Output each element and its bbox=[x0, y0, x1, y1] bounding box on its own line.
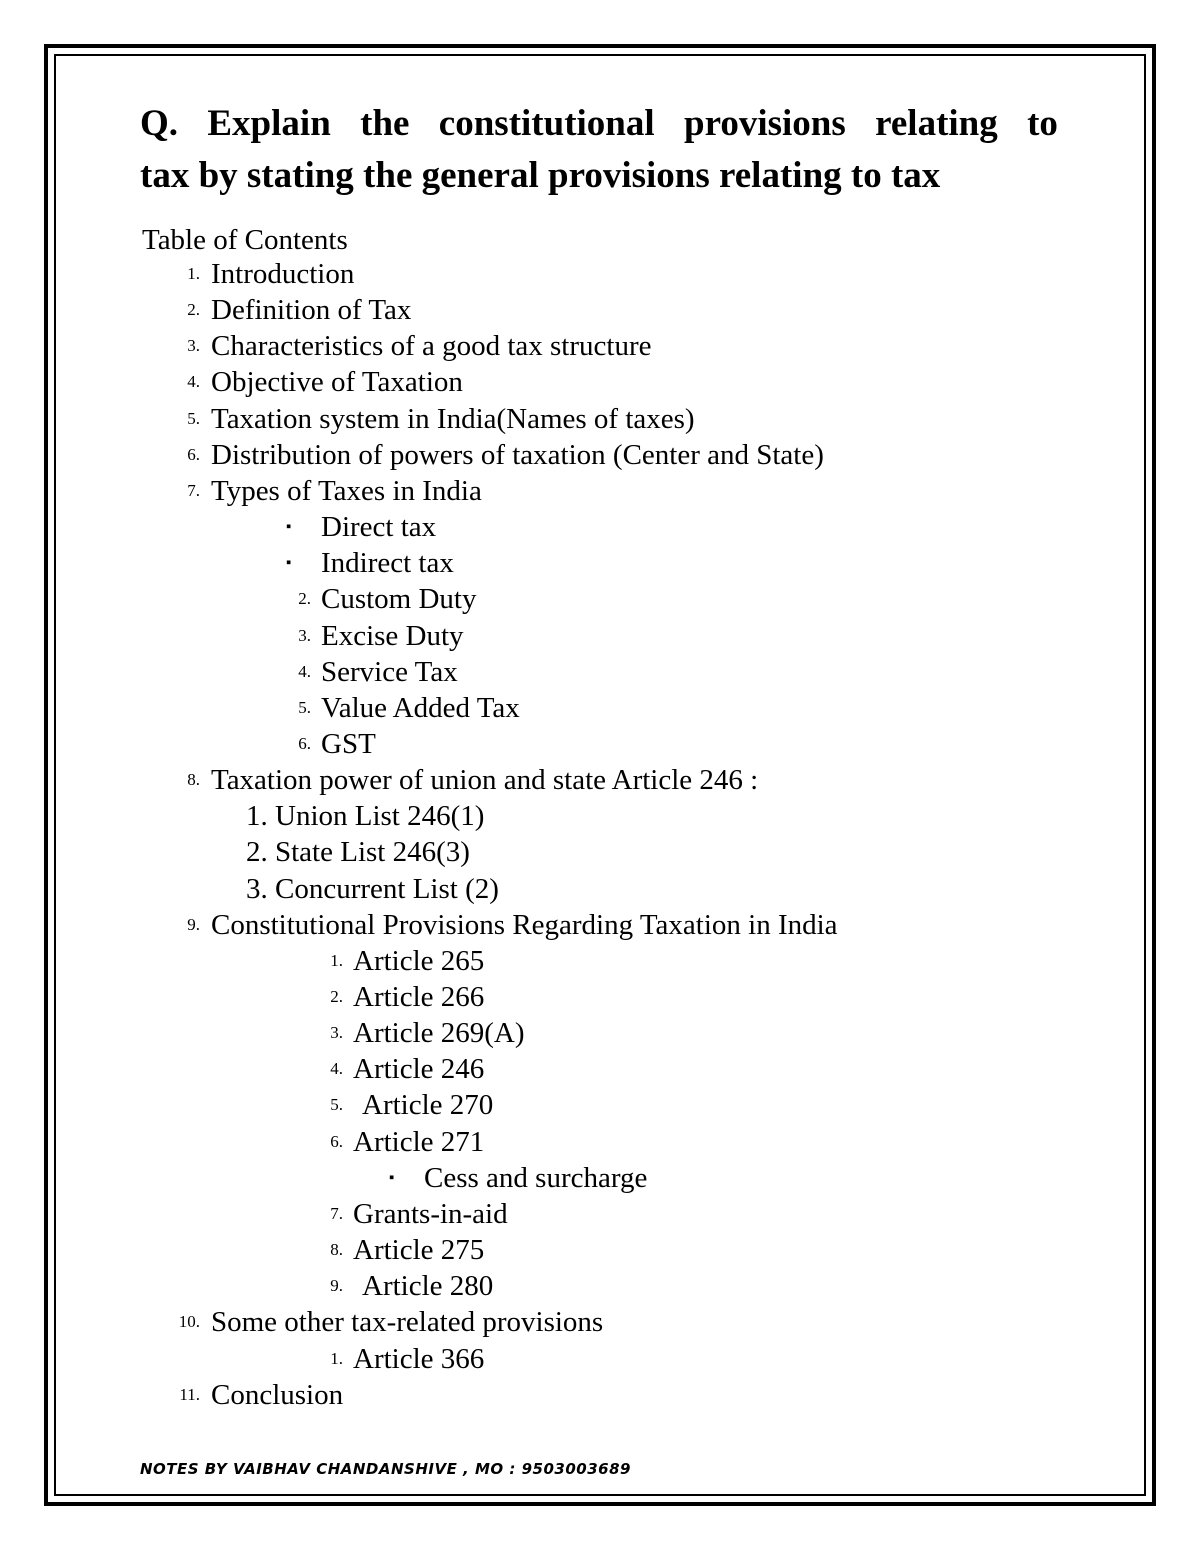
toc-item bbox=[0, 545, 1100, 581]
footer-credit: NOTES BY VAIBHAV CHANDANSHIVE , MO : 9503003689 bbox=[140, 1460, 631, 1478]
toc-item bbox=[0, 726, 1100, 762]
toc-item-label: Characteristics of a good tax structure bbox=[211, 330, 652, 363]
toc-item bbox=[0, 618, 1100, 654]
toc-item bbox=[0, 871, 1100, 907]
toc-item-label: Custom Duty bbox=[321, 583, 477, 616]
toc-item-label: Types of Taxes in India bbox=[211, 474, 482, 507]
toc-item bbox=[0, 1232, 1100, 1268]
toc-item bbox=[0, 907, 1100, 943]
toc-item-label: 2. State List 246(3) bbox=[246, 836, 470, 869]
toc-item-number: 4. bbox=[298, 661, 311, 681]
toc-item-number: 5. bbox=[330, 1095, 343, 1115]
toc-item-number: 3. bbox=[330, 1023, 343, 1043]
toc-item bbox=[0, 364, 1100, 400]
toc-item-label: Distribution of powers of taxation (Center and State) bbox=[211, 438, 824, 471]
toc-item-label: Constitutional Provisions Regarding Taxation in India bbox=[211, 908, 838, 941]
toc-item-number: 6. bbox=[187, 444, 200, 464]
toc-item-number: 2. bbox=[298, 589, 311, 609]
toc-item-number: 8. bbox=[187, 770, 200, 790]
bullet-icon: ▪ bbox=[286, 555, 292, 572]
toc-item bbox=[0, 690, 1100, 726]
toc-item-number: 9. bbox=[187, 914, 200, 934]
toc-item bbox=[0, 292, 1100, 328]
toc-item-label: Indirect tax bbox=[321, 547, 454, 580]
toc-item-label: Conclusion bbox=[211, 1378, 344, 1411]
toc-item-label: 3. Concurrent List (2) bbox=[246, 872, 499, 905]
toc-item bbox=[0, 654, 1100, 690]
toc-item-label: Definition of Tax bbox=[211, 294, 412, 327]
toc-item-number: 11. bbox=[179, 1384, 200, 1404]
toc-item bbox=[0, 1377, 1100, 1413]
bullet-icon: ▪ bbox=[389, 1169, 395, 1186]
toc-item bbox=[0, 1341, 1100, 1377]
toc-item bbox=[0, 328, 1100, 364]
toc-item-number: 4. bbox=[330, 1059, 343, 1079]
toc-item-label: Article 366 bbox=[353, 1342, 485, 1375]
question-line-1 bbox=[140, 98, 1058, 150]
question-word: Q. bbox=[140, 103, 179, 144]
toc-item-number: 1. bbox=[330, 1348, 343, 1368]
toc-item-label: Excise Duty bbox=[321, 619, 464, 652]
question-line-2: tax by stating the general provisions relating to tax bbox=[140, 155, 941, 196]
toc-item-label: Taxation system in India(Names of taxes) bbox=[211, 402, 695, 435]
toc-item-number: 7. bbox=[187, 480, 200, 500]
toc-item-number: 6. bbox=[330, 1131, 343, 1151]
toc-item-label: Grants-in-aid bbox=[353, 1197, 508, 1230]
question-word: Explain bbox=[207, 103, 331, 144]
toc-item-label: Taxation power of union and state Article 246 : bbox=[211, 764, 759, 797]
question-word: the bbox=[360, 103, 410, 144]
question-word: to bbox=[1027, 103, 1058, 144]
toc-item-number: 5. bbox=[298, 697, 311, 717]
toc-item-label: Article 246 bbox=[353, 1053, 485, 1086]
toc-item bbox=[0, 834, 1100, 870]
toc-item-number: 10. bbox=[178, 1312, 200, 1332]
toc-item-number: 3. bbox=[187, 336, 200, 356]
toc-item-number: 3. bbox=[298, 625, 311, 645]
toc-item bbox=[0, 1087, 1100, 1123]
toc-item bbox=[0, 473, 1100, 509]
toc-item bbox=[0, 1160, 1100, 1196]
bullet-icon: ▪ bbox=[286, 519, 292, 535]
toc-item-number: 2. bbox=[330, 987, 343, 1006]
toc-item bbox=[0, 437, 1100, 473]
toc-item bbox=[0, 581, 1100, 617]
toc-item-label: Article 265 bbox=[353, 944, 485, 977]
toc-item-label: Article 271 bbox=[353, 1125, 485, 1158]
toc-item-number: 4. bbox=[187, 372, 200, 392]
toc-item-label: Direct tax bbox=[321, 511, 437, 543]
toc-item bbox=[0, 401, 1100, 437]
toc-item-number: 9. bbox=[330, 1276, 343, 1296]
toc-item-number: 6. bbox=[298, 734, 311, 753]
toc-item bbox=[0, 943, 1100, 979]
toc-item-number: 7. bbox=[330, 1203, 343, 1223]
toc-item-number: 2. bbox=[187, 300, 200, 320]
toc-item-number: 1. bbox=[187, 264, 200, 283]
toc-item-label: Article 269(A) bbox=[353, 1017, 525, 1050]
toc-item bbox=[0, 979, 1100, 1015]
toc-item bbox=[0, 1196, 1100, 1232]
toc-item bbox=[0, 1124, 1100, 1160]
toc-item-label: Cess and surcharge bbox=[424, 1161, 648, 1194]
toc-item bbox=[0, 256, 1100, 292]
question-word: relating bbox=[875, 103, 998, 144]
toc-item-label: GST bbox=[321, 728, 376, 760]
toc-item bbox=[0, 798, 1100, 834]
toc-heading: Table of Contents bbox=[142, 224, 348, 256]
toc-item-label: Some other tax-related provisions bbox=[211, 1306, 604, 1339]
toc-item-label: Service Tax bbox=[321, 655, 458, 688]
toc-item-number: 8. bbox=[330, 1240, 343, 1259]
toc-item-label: Introduction bbox=[211, 258, 355, 290]
toc-item bbox=[0, 1015, 1100, 1051]
toc-item bbox=[0, 1304, 1100, 1340]
toc-item bbox=[0, 1268, 1100, 1304]
toc-item-label: Value Added Tax bbox=[321, 691, 520, 724]
toc-item bbox=[0, 509, 1100, 545]
toc-item-label: Article 275 bbox=[353, 1234, 485, 1266]
toc-item-label: 1. Union List 246(1) bbox=[246, 800, 485, 833]
toc-item-number: 5. bbox=[187, 408, 200, 428]
toc-item bbox=[0, 1051, 1100, 1087]
toc-item-label: Article 266 bbox=[353, 981, 485, 1013]
question-word: constitutional bbox=[438, 103, 655, 144]
toc-item-label: Article 280 bbox=[362, 1270, 494, 1303]
toc-item bbox=[0, 762, 1100, 798]
question-word: provisions bbox=[684, 103, 846, 144]
question-title bbox=[140, 98, 1058, 202]
toc-item-number: 1. bbox=[330, 950, 343, 970]
toc-item-label: Article 270 bbox=[362, 1089, 494, 1122]
toc-item-label: Objective of Taxation bbox=[211, 366, 463, 399]
